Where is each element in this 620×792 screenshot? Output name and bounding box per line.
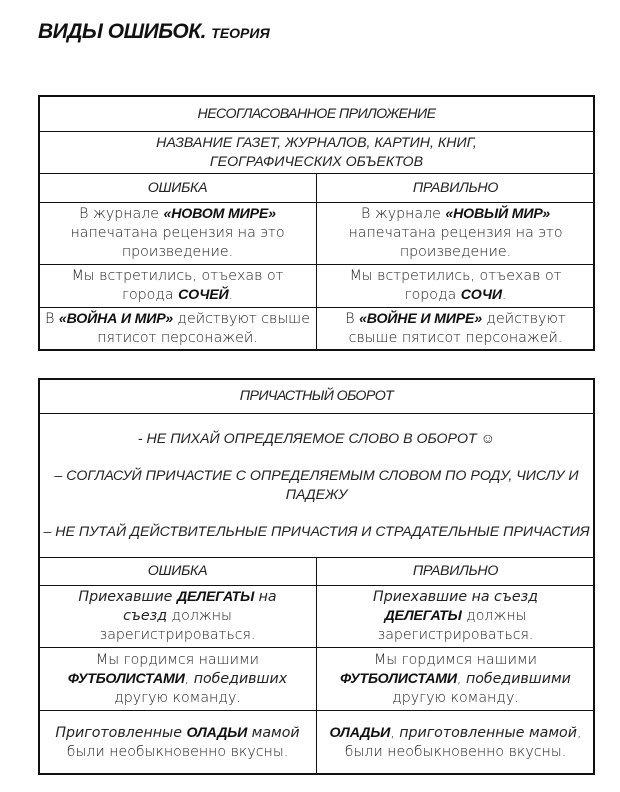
table-row — [39, 265, 595, 308]
table1-row3-correct: В «ВОЙНЕ И МИРЕ» действуют свыше пятисот персонажей. — [317, 308, 595, 351]
table1-row1-error: В журнале «НОВОМ МИРЕ» напечатана рецензия на это произведение. — [39, 203, 317, 265]
table-row — [39, 648, 595, 711]
table2-row2-correct: Мы гордимся нашими ФУТБОЛИСТАМИ, победившими другую команду. — [317, 648, 595, 711]
table1-row1-correct: В журнале «НОВЫЙ МИР» напечатана рецензия на это произведение. — [317, 203, 595, 265]
page-title-main: ВИДЫ ОШИБОК. — [38, 20, 206, 43]
table-participial-phrase — [38, 379, 595, 775]
table1-subheading: НАЗВАНИЕ ГАЗЕТ, ЖУРНАЛОВ, КАРТИН, КНИГ, ГЕОГРАФИЧЕСКИХ ОБЪЕКТОВ — [39, 132, 595, 174]
table2-rules — [39, 414, 595, 558]
table2-heading: ПРИЧАСТНЫЙ ОБОРОТ — [39, 380, 595, 414]
table2-row1-correct: Приехавшие на съезд ДЕЛЕГАТЫ должны зарегистрироваться. — [317, 586, 595, 648]
table2-rule-2: – СОГЛАСУЙ ПРИЧАСТИЕ С ОПРЕДЕЛЯЕМЫМ СЛОВОМ ПО РОДУ, ЧИСЛУ И ПАДЕЖУ — [54, 467, 579, 503]
page-title-sub: ТЕОРИЯ — [211, 25, 270, 41]
table2-row2-error: Мы гордимся нашими ФУТБОЛИСТАМИ, победивших другую команду. — [39, 648, 317, 711]
table-row — [39, 586, 595, 648]
table2-col-error: ОШИБКА — [39, 558, 317, 586]
table2-row3-error: Приготовленные ОЛАДЬИ мамой были необыкновенно вкусны. — [39, 711, 317, 775]
table2-row1-error: Приехавшие ДЕЛЕГАТЫ на съезд должны зарегистрироваться. — [39, 586, 317, 648]
table1-col-error: ОШИБКА — [39, 174, 317, 203]
table2-col-correct: ПРАВИЛЬНО — [317, 558, 595, 586]
table1-row2-correct: Мы встретились, отъехав от города СОЧИ. — [317, 265, 595, 308]
table2-row3-correct: ОЛАДЬИ, приготовленные мамой, были необыкновенно вкусны. — [317, 711, 595, 775]
table1-heading: НЕСОГЛАСОВАННОЕ ПРИЛОЖЕНИЕ — [39, 97, 595, 132]
table2-rule-3: – НЕ ПУТАЙ ДЕЙСТВИТЕЛЬНЫЕ ПРИЧАСТИЯ И СТРАДАТЕЛЬНЫЕ ПРИЧАСТИЯ — [43, 523, 590, 540]
table1-row3-error: В «ВОЙНА И МИР» действуют свыше пятисот персонажей. — [39, 308, 317, 351]
table-row — [39, 203, 595, 265]
page-title — [38, 20, 270, 44]
table-row — [39, 711, 595, 775]
table1-col-correct: ПРАВИЛЬНО — [317, 174, 595, 203]
table2-rule-1: - НЕ ПИХАЙ ОПРЕДЕЛЯЕМОЕ СЛОВО В ОБОРОТ ☺ — [137, 430, 496, 447]
table1-row2-error: Мы встретились, отъехав от города СОЧЕЙ. — [39, 265, 317, 308]
table-row — [39, 308, 595, 351]
table-noncoordinated-appositive — [38, 96, 595, 351]
